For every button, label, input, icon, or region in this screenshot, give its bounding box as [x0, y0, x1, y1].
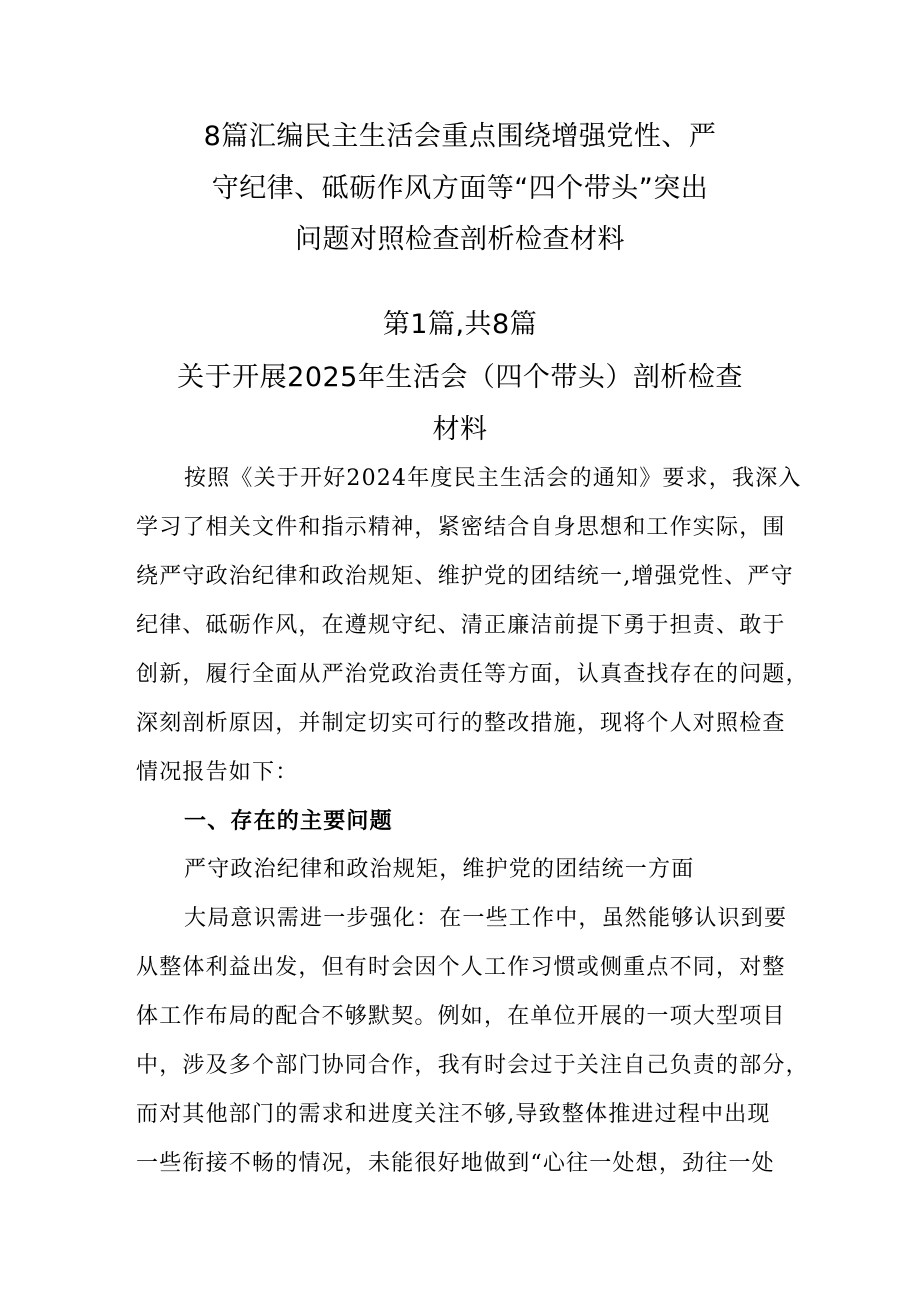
- body-line-3: 绕严守政治纪律和政治规矩、维护党的团结统一,增强党性、严守: [136, 564, 794, 589]
- subsection-heading: 严守政治纪律和政治规矩，维护党的团结统一方面: [184, 857, 695, 882]
- paragraph2-line-3: 体工作布局的配合不够默契。例如，在单位开展的一项大型项目: [136, 1004, 786, 1029]
- body-line-6: 深刻剖析原因，并制定切实可行的整改措施，现将个人对照检查: [136, 711, 786, 736]
- subtitle: 第1篇,共8篇: [382, 309, 538, 340]
- body-line-1: 按照《关于开好2024年度民主生活会的通知》要求，我深入: [184, 466, 802, 491]
- body-line-7: 情况报告如下：: [136, 760, 299, 785]
- main-title-line-1: 8篇汇编民主生活会重点围绕增强党性、严: [203, 121, 717, 152]
- body-line-5: 创新，履行全面从严治党政治责任等方面，认真查找存在的问题，: [136, 662, 809, 687]
- paragraph2-line-1: 大局意识需进一步强化：在一些工作中，虽然能够认识到要: [184, 906, 788, 931]
- paragraph2-line-2: 从整体利益出发，但有时会因个人工作习惯或侧重点不同，对整: [136, 955, 786, 980]
- paragraph2-line-4: 中，涉及多个部门协同合作，我有时会过于关注自己负责的部分，: [136, 1053, 809, 1078]
- body-line-4: 纪律、砥砺作风，在遵规守纪、清正廉洁前提下勇于担责、敢于: [136, 613, 786, 638]
- main-title-line-2: 守纪律、砥砺作风方面等“四个带头”突出: [211, 173, 709, 204]
- body-line-2: 学习了相关文件和指示精神，紧密结合自身思想和工作实际，围: [136, 515, 786, 540]
- article-title-line-2: 材料: [432, 414, 488, 445]
- section-heading: 一、存在的主要问题: [184, 808, 393, 834]
- paragraph2-line-5: 而对其他部门的需求和进度关注不够,导致整体推进过程中出现: [136, 1102, 771, 1127]
- main-title-line-3: 问题对照检查剖析检查材料: [295, 224, 625, 255]
- article-title-line-1: 关于开展2025年生活会（四个带头）剖析检查: [177, 362, 743, 393]
- paragraph2-line-6: 一些衔接不畅的情况，未能很好地做到“心往一处想，劲往一处: [136, 1151, 775, 1176]
